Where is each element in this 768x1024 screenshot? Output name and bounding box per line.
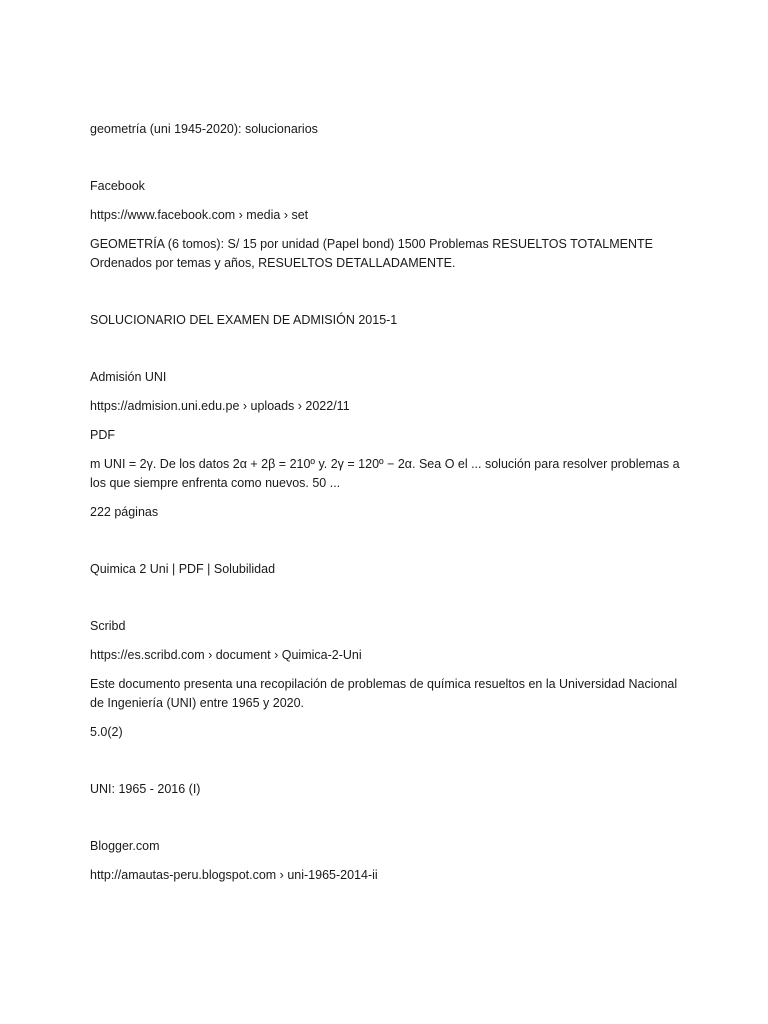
result-title[interactable]: geometría (uni 1945-2020): solucionarios: [90, 122, 318, 136]
result-page-count: 222 páginas: [90, 505, 159, 519]
result-source: Admisión UNI: [90, 370, 167, 384]
result-rating: 5.0(2): [90, 725, 123, 739]
result-source: Scribd: [90, 619, 126, 633]
document-page: [90, 120, 680, 885]
result-filetype: PDF: [90, 428, 115, 442]
result-snippet: GEOMETRÍA (6 tomos): S/ 15 por unidad (Papel bond) 1500 Problemas RESUELTOS TOTALMENTE Ordenados por temas y años, RESUELTOS DETALLADAMENTE.: [90, 237, 653, 270]
result-snippet: m UNI = 2γ. De los datos 2α + 2β = 210º y. 2γ = 120º − 2α. Sea O el ... solución para resolver problemas a los que siempre enfrenta como nuevos. 50 ...: [90, 457, 680, 490]
result-source: Blogger.com: [90, 839, 160, 853]
result-url[interactable]: http://amautas-peru.blogspot.com › uni-1965-2014-ii: [90, 868, 378, 882]
result-snippet: Este documento presenta una recopilación de problemas de química resueltos en la Universidad Nacional de Ingeniería (UNI) entre 1965 y 2020.: [90, 677, 678, 710]
result-title[interactable]: Quimica 2 Uni | PDF | Solubilidad: [90, 562, 276, 576]
result-url[interactable]: https://admision.uni.edu.pe › uploads › 2022/11: [90, 399, 350, 413]
result-url[interactable]: https://www.facebook.com › media › set: [90, 208, 309, 222]
result-url[interactable]: https://es.scribd.com › document › Quimica-2-Uni: [90, 648, 362, 662]
result-title[interactable]: SOLUCIONARIO DEL EXAMEN DE ADMISIÓN 2015-1: [90, 313, 398, 327]
result-title[interactable]: UNI: 1965 - 2016 (I): [90, 782, 201, 796]
result-source: Facebook: [90, 179, 145, 193]
